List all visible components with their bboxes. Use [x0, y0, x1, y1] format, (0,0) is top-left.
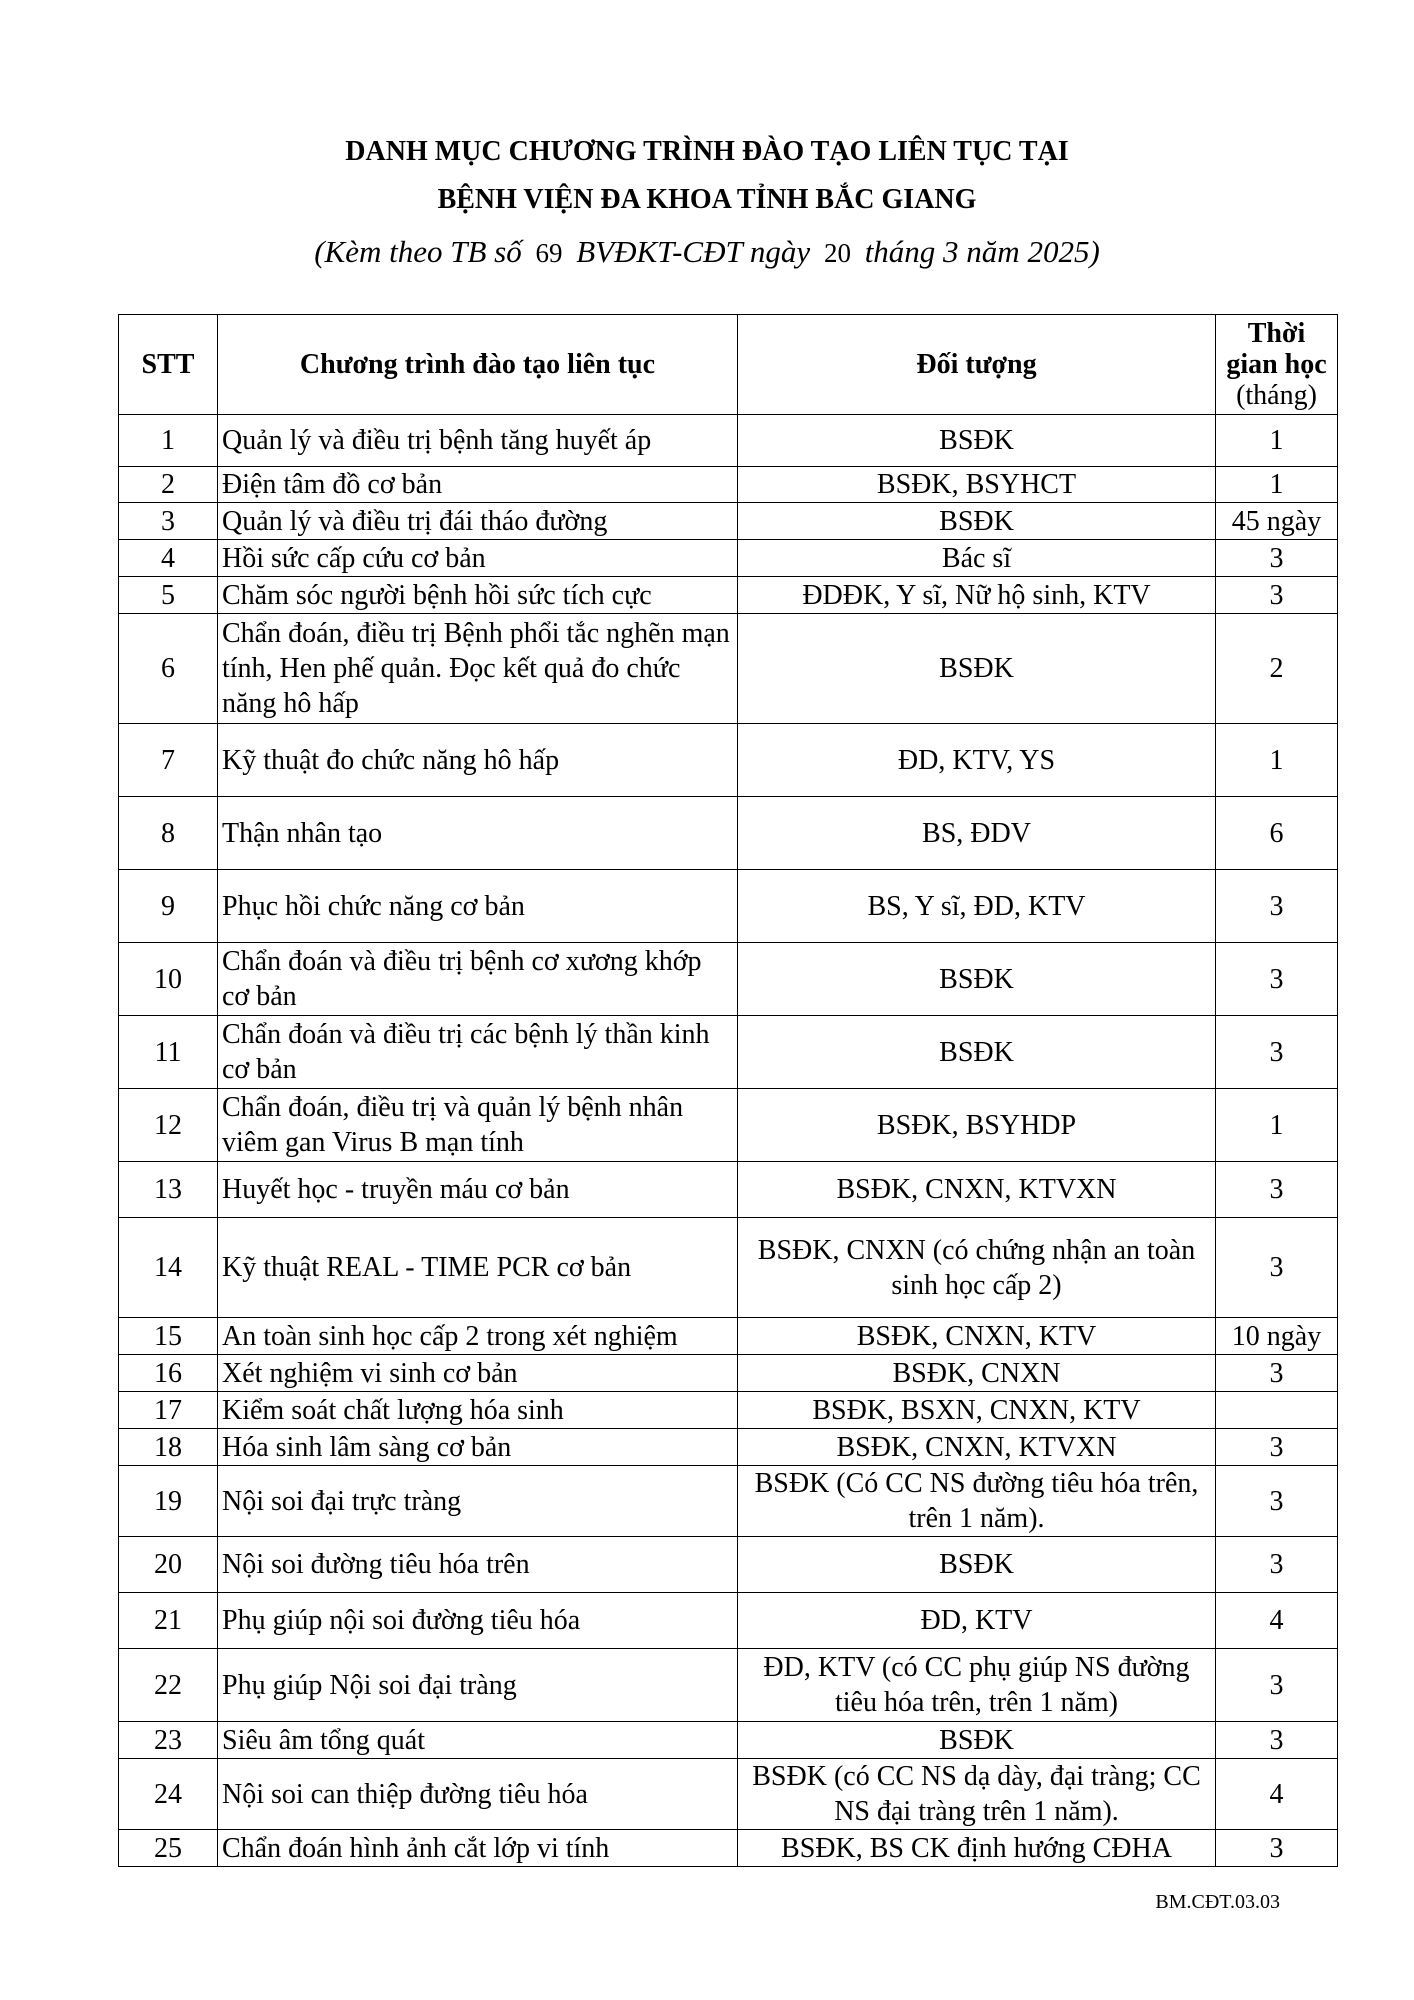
row-stt-cell: 10 [119, 943, 218, 1016]
table-row [119, 870, 1338, 943]
row-target-cell: BSĐK, BS CK định hướng CĐHA [738, 1830, 1216, 1867]
row-program-cell: Chẩn đoán hình ảnh cắt lớp vi tính [218, 1830, 738, 1867]
row-stt-cell: 25 [119, 1830, 218, 1867]
row-program-cell: Chẩn đoán và điều trị bệnh cơ xương khớp cơ bản [218, 943, 738, 1016]
row-target-cell: Bác sĩ [738, 540, 1216, 577]
training-program-table [118, 314, 1338, 1867]
form-code: BM.CĐT.03.03 [1155, 1891, 1280, 1913]
table-row [119, 943, 1338, 1016]
row-program-cell: Phụ giúp Nội soi đại tràng [218, 1649, 738, 1722]
table-row [119, 467, 1338, 503]
row-target-cell: BSĐK, CNXN, KTVXN [738, 1162, 1216, 1218]
row-program-cell: Nội soi đại trực tràng [218, 1466, 738, 1537]
row-target-cell: BSĐK, BSYHDP [738, 1089, 1216, 1162]
row-program-cell: Kỹ thuật đo chức năng hô hấp [218, 724, 738, 797]
row-program-cell: Chăm sóc người bệnh hồi sức tích cực [218, 577, 738, 614]
row-target-cell: BSĐK [738, 614, 1216, 724]
row-duration-cell: 3 [1216, 1830, 1338, 1867]
document-title-line-1: DANH MỤC CHƯƠNG TRÌNH ĐÀO TẠO LIÊN TỤC TẠI [345, 136, 1069, 167]
table-row [119, 1162, 1338, 1218]
document-number: 69 [535, 238, 563, 268]
row-target-cell: BSĐK [738, 1722, 1216, 1759]
row-duration-cell: 3 [1216, 870, 1338, 943]
row-program-cell: Chẩn đoán, điều trị và quản lý bệnh nhân viêm gan Virus B mạn tính [218, 1089, 738, 1162]
subtitle-part-3: tháng 3 năm 2025) [864, 234, 1100, 269]
header-duration-line-1: Thời [1247, 318, 1306, 349]
table-row [119, 797, 1338, 870]
row-program-cell: Kỹ thuật REAL - TIME PCR cơ bản [218, 1218, 738, 1318]
table-row [119, 1392, 1338, 1429]
row-duration-cell: 3 [1216, 1016, 1338, 1089]
row-target-cell: BSĐK, BSYHCT [738, 467, 1216, 503]
row-target-cell: BSĐK (Có CC NS đường tiêu hóa trên, trên 1 năm). [738, 1466, 1216, 1537]
row-target-cell: BS, Y sĩ, ĐD, KTV [738, 870, 1216, 943]
row-program-cell: Thận nhân tạo [218, 797, 738, 870]
row-duration-cell: 4 [1216, 1593, 1338, 1649]
row-stt-cell: 18 [119, 1429, 218, 1466]
row-program-cell: Siêu âm tổng quát [218, 1722, 738, 1759]
table-row [119, 1016, 1338, 1089]
row-duration-cell [1216, 1392, 1338, 1429]
row-program-cell: Hồi sức cấp cứu cơ bản [218, 540, 738, 577]
row-program-cell: Quản lý và điều trị bệnh tăng huyết áp [218, 415, 738, 467]
header-duration-line-2: gian học [1226, 349, 1327, 380]
row-duration-cell: 3 [1216, 1162, 1338, 1218]
row-stt-cell: 20 [119, 1537, 218, 1593]
table-row [119, 1318, 1338, 1355]
table-row [119, 1355, 1338, 1392]
table-row [119, 1759, 1338, 1830]
row-stt-cell: 15 [119, 1318, 218, 1355]
row-stt-cell: 2 [119, 467, 218, 503]
row-program-cell: An toàn sinh học cấp 2 trong xét nghiệm [218, 1318, 738, 1355]
table-row [119, 415, 1338, 467]
table-row [119, 577, 1338, 614]
row-stt-cell: 14 [119, 1218, 218, 1318]
document-day: 20 [823, 238, 851, 268]
row-stt-cell: 3 [119, 503, 218, 540]
header-duration [1216, 315, 1338, 415]
row-stt-cell: 19 [119, 1466, 218, 1537]
row-target-cell: BSĐK, BSXN, CNXN, KTV [738, 1392, 1216, 1429]
table-row [119, 503, 1338, 540]
table-row [119, 1089, 1338, 1162]
row-target-cell: BSĐK, CNXN [738, 1355, 1216, 1392]
subtitle-part-1: (Kèm theo TB số [314, 234, 522, 269]
row-stt-cell: 6 [119, 614, 218, 724]
row-stt-cell: 8 [119, 797, 218, 870]
row-stt-cell: 4 [119, 540, 218, 577]
table-row [119, 614, 1338, 724]
row-stt-cell: 12 [119, 1089, 218, 1162]
table-row [119, 1466, 1338, 1537]
row-target-cell: BS, ĐDV [738, 797, 1216, 870]
row-target-cell: ĐD, KTV (có CC phụ giúp NS đường tiêu hóa trên, trên 1 năm) [738, 1649, 1216, 1722]
row-stt-cell: 24 [119, 1759, 218, 1830]
row-target-cell: ĐDĐK, Y sĩ, Nữ hộ sinh, KTV [738, 577, 1216, 614]
row-duration-cell: 1 [1216, 1089, 1338, 1162]
row-target-cell: BSĐK [738, 1537, 1216, 1593]
row-target-cell: ĐD, KTV [738, 1593, 1216, 1649]
row-stt-cell: 16 [119, 1355, 218, 1392]
table-row [119, 1830, 1338, 1867]
row-duration-cell: 3 [1216, 1722, 1338, 1759]
row-duration-cell: 3 [1216, 577, 1338, 614]
row-program-cell: Chẩn đoán, điều trị Bệnh phổi tắc nghẽn mạn tính, Hen phế quản. Đọc kết quả đo chức năng hô hấp [218, 614, 738, 724]
row-target-cell: ĐD, KTV, YS [738, 724, 1216, 797]
row-stt-cell: 22 [119, 1649, 218, 1722]
row-target-cell: BSĐK, CNXN (có chứng nhận an toàn sinh học cấp 2) [738, 1218, 1216, 1318]
header-program: Chương trình đào tạo liên tục [218, 315, 738, 415]
row-duration-cell: 3 [1216, 1649, 1338, 1722]
row-target-cell: BSĐK, CNXN, KTV [738, 1318, 1216, 1355]
row-target-cell: BSĐK, CNXN, KTVXN [738, 1429, 1216, 1466]
row-duration-cell: 3 [1216, 1429, 1338, 1466]
row-duration-cell: 3 [1216, 1537, 1338, 1593]
subtitle-part-2: BVĐKT-CĐT ngày [576, 234, 811, 269]
table-row [119, 1218, 1338, 1318]
row-program-cell: Hóa sinh lâm sàng cơ bản [218, 1429, 738, 1466]
row-duration-cell: 4 [1216, 1759, 1338, 1830]
row-program-cell: Chẩn đoán và điều trị các bệnh lý thần kinh cơ bản [218, 1016, 738, 1089]
row-duration-cell: 3 [1216, 1355, 1338, 1392]
row-program-cell: Quản lý và điều trị đái tháo đường [218, 503, 738, 540]
row-duration-cell: 1 [1216, 467, 1338, 503]
row-duration-cell: 3 [1216, 1218, 1338, 1318]
row-duration-cell: 3 [1216, 943, 1338, 1016]
header-duration-line-3: (tháng) [1236, 380, 1317, 411]
header-target: Đối tượng [738, 315, 1216, 415]
row-target-cell: BSĐK [738, 415, 1216, 467]
row-duration-cell: 3 [1216, 540, 1338, 577]
row-program-cell: Phục hồi chức năng cơ bản [218, 870, 738, 943]
row-program-cell: Phụ giúp nội soi đường tiêu hóa [218, 1593, 738, 1649]
row-stt-cell: 5 [119, 577, 218, 614]
header-stt: STT [119, 315, 218, 415]
row-program-cell: Điện tâm đồ cơ bản [218, 467, 738, 503]
row-stt-cell: 7 [119, 724, 218, 797]
table-row [119, 540, 1338, 577]
row-stt-cell: 23 [119, 1722, 218, 1759]
row-stt-cell: 1 [119, 415, 218, 467]
row-target-cell: BSĐK [738, 943, 1216, 1016]
row-program-cell: Nội soi can thiệp đường tiêu hóa [218, 1759, 738, 1830]
row-program-cell: Kiểm soát chất lượng hóa sinh [218, 1392, 738, 1429]
row-duration-cell: 45 ngày [1216, 503, 1338, 540]
table-row [119, 1593, 1338, 1649]
table-header-row [119, 315, 1338, 415]
row-duration-cell: 3 [1216, 1466, 1338, 1537]
row-stt-cell: 17 [119, 1392, 218, 1429]
row-stt-cell: 21 [119, 1593, 218, 1649]
document-subtitle [0, 234, 1414, 270]
row-stt-cell: 9 [119, 870, 218, 943]
table-row [119, 1429, 1338, 1466]
row-target-cell: BSĐK [738, 1016, 1216, 1089]
table-row [119, 1537, 1338, 1593]
row-program-cell: Nội soi đường tiêu hóa trên [218, 1537, 738, 1593]
row-program-cell: Huyết học - truyền máu cơ bản [218, 1162, 738, 1218]
row-duration-cell: 2 [1216, 614, 1338, 724]
row-target-cell: BSĐK [738, 503, 1216, 540]
row-target-cell: BSĐK (có CC NS dạ dày, đại tràng; CC NS đại tràng trên 1 năm). [738, 1759, 1216, 1830]
row-program-cell: Xét nghiệm vi sinh cơ bản [218, 1355, 738, 1392]
row-duration-cell: 1 [1216, 415, 1338, 467]
row-duration-cell: 6 [1216, 797, 1338, 870]
row-duration-cell: 10 ngày [1216, 1318, 1338, 1355]
table-row [119, 1649, 1338, 1722]
table-row [119, 724, 1338, 797]
row-stt-cell: 11 [119, 1016, 218, 1089]
document-title-line-2: BỆNH VIỆN ĐA KHOA TỈNH BẮC GIANG [437, 184, 977, 215]
row-stt-cell: 13 [119, 1162, 218, 1218]
table-row [119, 1722, 1338, 1759]
row-duration-cell: 1 [1216, 724, 1338, 797]
